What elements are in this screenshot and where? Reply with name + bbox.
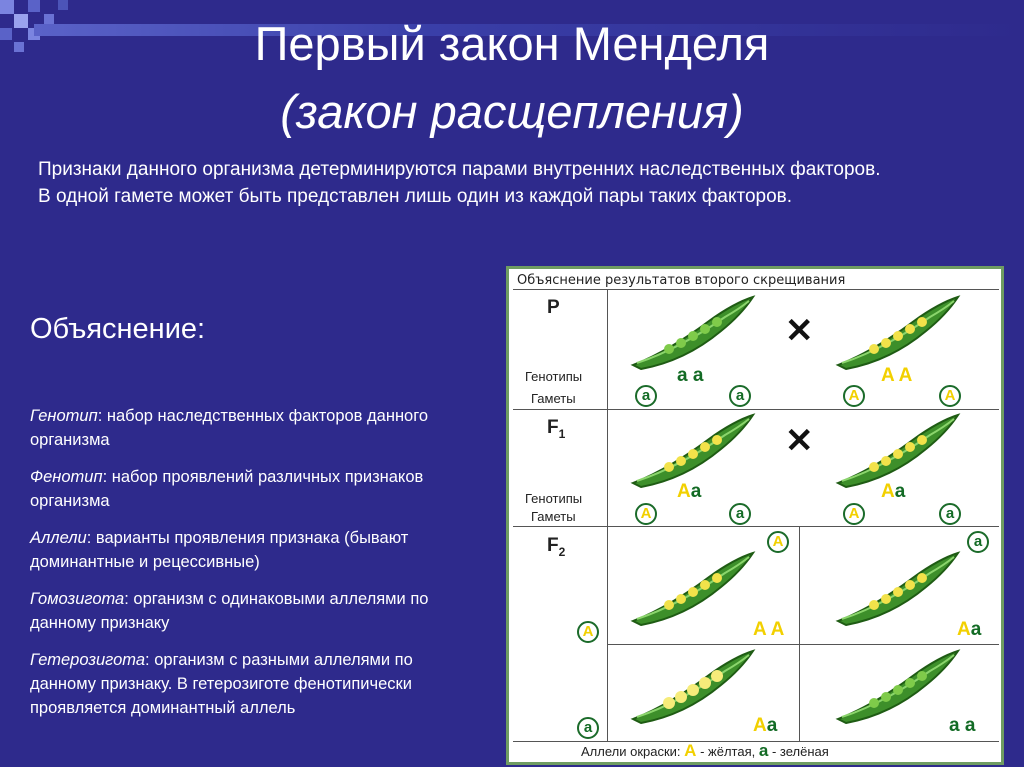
gamete-a: a [729, 385, 751, 407]
definition-item [30, 587, 480, 635]
gamete-a: a [967, 531, 989, 553]
genotypes-label: Генотипы [525, 369, 583, 384]
definition-text: : организм с разными аллелями по данному признаку. В гетерозиготе фенотипически проявляется доминантный аллель [30, 651, 413, 717]
genotypes-label: Генотипы [525, 491, 583, 506]
definition-item [30, 648, 480, 720]
intro-paragraph: Признаки данного организма детерминируются парами внутренних наследственных факторов. [38, 159, 881, 180]
gametes-label: Гаметы [531, 509, 576, 524]
intro-paragraph: В одной гамете может быть представлен лишь один из каждой пары таких факторов. [38, 186, 793, 207]
pea-pod-yellow-icon [834, 547, 964, 627]
cross-icon: ✕ [785, 422, 814, 460]
row-label-f2: $F_2$ [547, 535, 566, 559]
gamete-a: a [635, 385, 657, 407]
definitions-list [30, 404, 480, 733]
definition-text: : набор наследственных факторов данного организма [30, 407, 429, 449]
pea-pod-green-icon [629, 291, 759, 371]
genotype-Aa: Aa [881, 481, 906, 502]
genotype-Aa: Aa [957, 619, 982, 640]
allele-legend: Аллели окраски: A - жёлтая, a - зелёная [581, 741, 829, 760]
definition-term: Гомозигота [30, 590, 125, 608]
page-subtitle: (закон расщепления) [280, 85, 744, 138]
genotype-AA: A A [881, 365, 913, 386]
gamete-A: A [843, 503, 865, 525]
gamete-a: a [577, 717, 599, 739]
cross-icon: ✕ [785, 312, 814, 350]
definition-term: Фенотип [30, 468, 103, 486]
intro-text [38, 156, 968, 210]
diagram-title: Объяснение результатов второго скрещивания [517, 273, 846, 288]
gamete-A: A [843, 385, 865, 407]
definition-item [30, 465, 480, 513]
genotype-Aa: Aa [677, 481, 702, 502]
gamete-A: A [577, 621, 599, 643]
definition-text: : организм с одинаковыми аллелями по данному признаку [30, 590, 429, 632]
definition-term: Гетерозигота [30, 651, 146, 669]
gamete-a: a [729, 503, 751, 525]
genotype-AA: A A [753, 619, 785, 640]
explanation-heading: Объяснение: [30, 313, 206, 345]
genotype-aa: a a [677, 365, 704, 386]
row-label-f1: $F_1$ [547, 417, 566, 441]
cross-diagram [506, 266, 1004, 765]
gamete-A: A [939, 385, 961, 407]
gamete-A: A [635, 503, 657, 525]
pea-pod-yellow-icon [629, 409, 759, 489]
gamete-a: a [939, 503, 961, 525]
definition-text: : варианты проявления признака (бывают доминантные и рецессивные) [30, 529, 409, 571]
pea-pod-yellow-icon [629, 645, 759, 725]
genotype-Aa: Aa [753, 715, 778, 736]
pea-pod-green-icon [834, 645, 964, 725]
definition-term: Аллели [30, 529, 87, 547]
definition-text: : набор проявлений различных признаков организма [30, 468, 424, 510]
pea-pod-yellow-icon [834, 409, 964, 489]
definition-item [30, 404, 480, 452]
page-title: Первый закон Менделя [254, 17, 770, 70]
pea-pod-yellow-icon [834, 291, 964, 371]
definition-term: Генотип [30, 407, 98, 425]
row-label-p: P [547, 297, 560, 318]
pea-pod-yellow-icon [629, 547, 759, 627]
definition-item [30, 526, 480, 574]
genotype-aa: a a [949, 715, 976, 736]
gametes-label: Гаметы [531, 391, 576, 406]
gamete-A: A [767, 531, 789, 553]
